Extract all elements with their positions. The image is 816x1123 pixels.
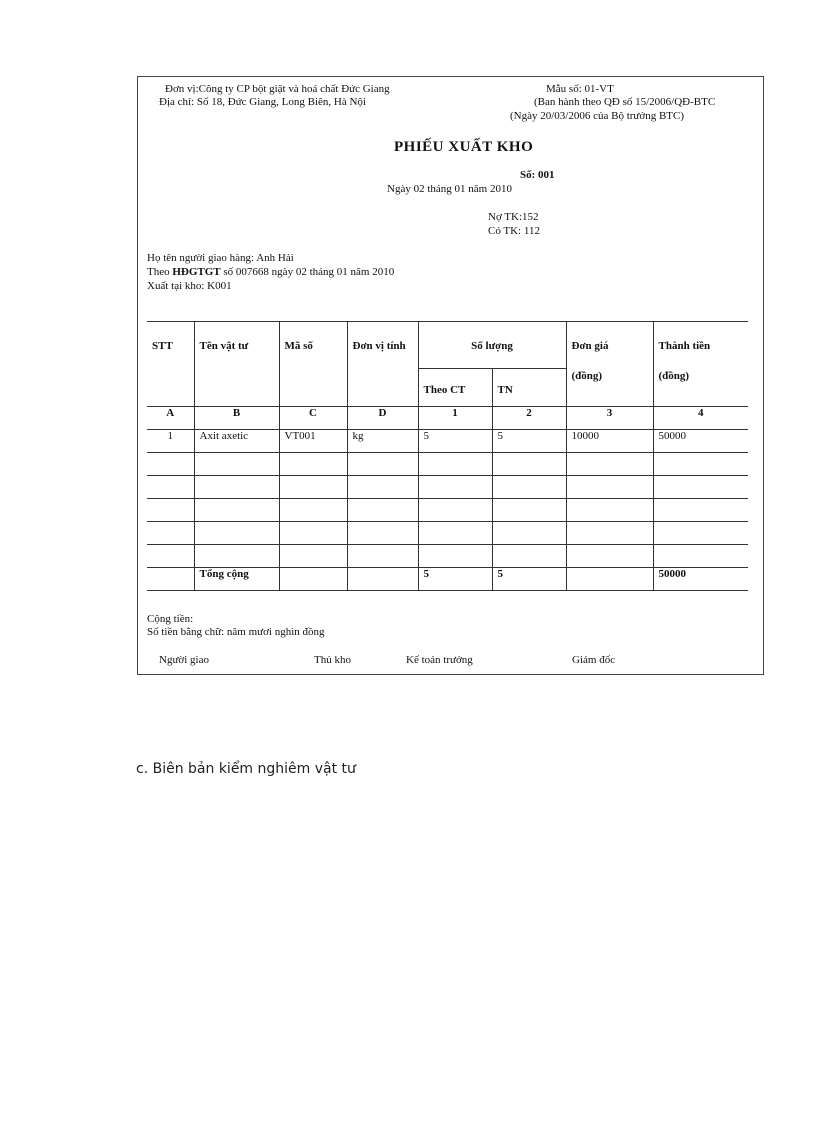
- header-stt: STT: [147, 322, 194, 407]
- amount-unit: (đồng): [658, 370, 690, 382]
- company-address: Địa chỉ: Số 18, Đức Giang, Long Biên, Hà Nội: [159, 96, 366, 108]
- total-label: Tổng cộng: [194, 568, 279, 591]
- company-unit: Đơn vị:Công ty CP bột giặt và hoá chất Đức Giang: [165, 83, 390, 95]
- credit-account: Có TK: 112: [488, 225, 540, 237]
- header-quantity: Số lượng: [418, 322, 566, 369]
- price-label: Đơn giá: [571, 340, 609, 352]
- warehouse: Xuất tại kho: K001: [147, 280, 232, 292]
- table-row: [147, 545, 748, 568]
- section-caption: c. Biên bản kiểm nghiêm vật tư: [136, 761, 356, 777]
- signature-chief-accountant: Kế toán trưởng: [406, 654, 473, 666]
- signature-deliverer: Người giao: [159, 654, 209, 666]
- form-number: Mẫu số: 01-VT: [546, 83, 614, 95]
- header-amount: [653, 322, 748, 407]
- table-row: [147, 499, 748, 522]
- table-row: [147, 430, 748, 453]
- cell-qty-doc: 5: [418, 430, 492, 453]
- items-table: [147, 321, 748, 591]
- debit-account: Nợ TK:152: [488, 211, 539, 223]
- col-letter: 4: [653, 407, 748, 430]
- ref-prefix: Theo: [147, 266, 173, 278]
- column-letters-row: [147, 407, 748, 430]
- document-number: Số: 001: [520, 169, 555, 181]
- col-letter: 3: [566, 407, 653, 430]
- ref-doc-type: HĐGTGT: [172, 266, 221, 278]
- amount-label: Thành tiền: [658, 340, 711, 352]
- price-unit: (đồng): [571, 370, 603, 382]
- sum-label: Cộng tiền:: [147, 613, 194, 625]
- issued-date: (Ngày 20/03/2006 của Bộ trưởng BTC): [510, 110, 685, 122]
- col-letter: D: [347, 407, 418, 430]
- cell-unit: kg: [347, 430, 418, 453]
- cell-stt: 1: [147, 430, 194, 453]
- total-qty-actual: 5: [492, 568, 566, 591]
- document-date: Ngày 02 tháng 01 năm 2010: [387, 183, 512, 195]
- header-unit: Đơn vị tính: [347, 322, 418, 407]
- signature-director: Giám đốc: [572, 654, 616, 666]
- col-letter: 1: [418, 407, 492, 430]
- total-row: [147, 568, 748, 591]
- cell-amount: 50000: [653, 430, 748, 453]
- cell-name: Axit axetic: [194, 430, 279, 453]
- col-letter: A: [147, 407, 194, 430]
- total-qty-doc: 5: [418, 568, 492, 591]
- header-qty-doc: Theo CT: [418, 369, 492, 407]
- delivery-note-form: [137, 76, 764, 675]
- col-letter: 2: [492, 407, 566, 430]
- table-row: [147, 476, 748, 499]
- cell-code: VT001: [279, 430, 347, 453]
- table-row: [147, 453, 748, 476]
- signature-storekeeper: Thủ kho: [314, 654, 351, 666]
- header-name: Tên vật tư: [194, 322, 279, 407]
- invoice-reference: [147, 266, 394, 279]
- total-amount: 50000: [653, 568, 748, 591]
- ref-details: số 007668 ngày 02 tháng 01 năm 2010: [220, 266, 395, 278]
- header-price: [566, 322, 653, 407]
- receiver-name: Họ tên người giao hàng: Anh Hải: [147, 252, 294, 264]
- header-code: Mã số: [279, 322, 347, 407]
- header-qty-actual: TN: [492, 369, 566, 407]
- cell-qty-actual: 5: [492, 430, 566, 453]
- table-row: [147, 522, 748, 545]
- amount-in-words: Số tiền bằng chữ: năm mươi nghìn đồng: [147, 626, 325, 638]
- col-letter: C: [279, 407, 347, 430]
- issued-by: (Ban hành theo QĐ số 15/2006/QĐ-BTC: [534, 96, 716, 108]
- cell-price: 10000: [566, 430, 653, 453]
- col-letter: B: [194, 407, 279, 430]
- document-title: PHIẾU XUẤT KHO: [394, 139, 534, 155]
